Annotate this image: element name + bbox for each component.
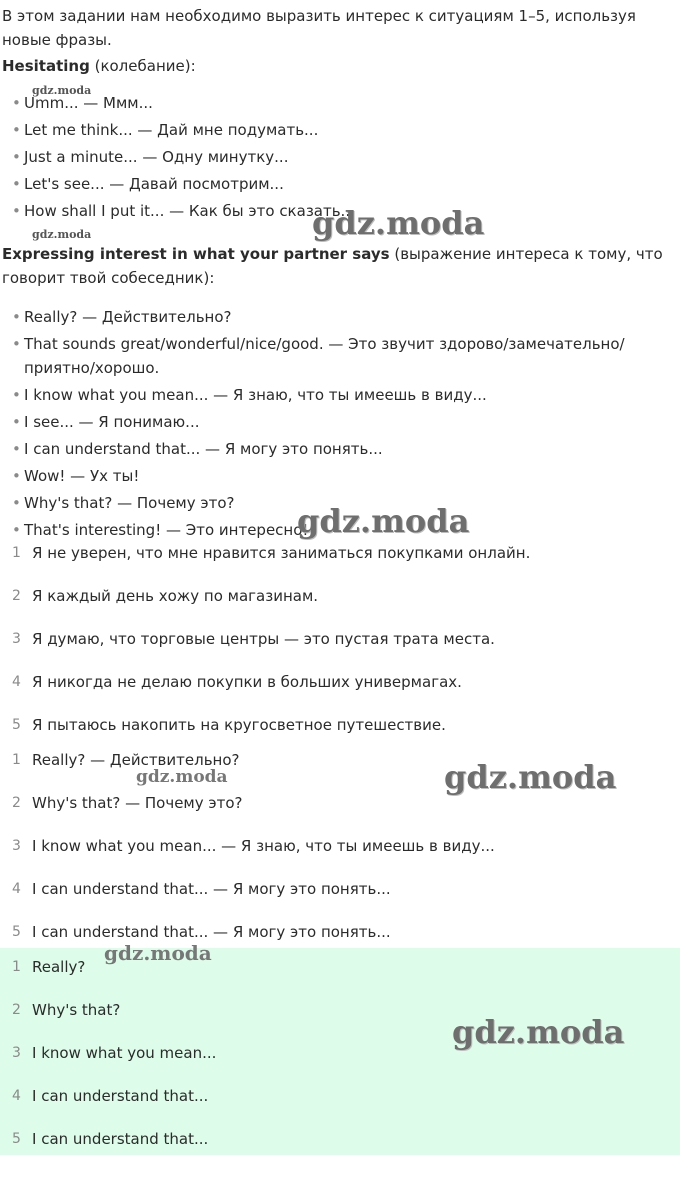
- answer-box: [0, 948, 680, 1155]
- list-item: • Umm... — Ммм...: [12, 91, 678, 115]
- list-item: • I can understand that... — Я могу это понять...: [12, 437, 678, 461]
- list-item: • Why's that? — Почему это?: [12, 491, 678, 515]
- item-number: 2: [12, 1002, 21, 1018]
- list-item: • Let me think... — Дай мне подумать...: [12, 118, 678, 142]
- item-text: Я каждый день хожу по магазинам.: [32, 587, 319, 605]
- expressing-title: Expressing interest in what your partner says: [2, 245, 390, 263]
- item-number: 2: [12, 795, 21, 811]
- item-text: I know what you mean... — Я знаю, что ты имеешь в виду...: [32, 837, 495, 855]
- situation-item: [0, 541, 680, 584]
- item-text: Я пытаюсь накопить на кругосветное путешествие.: [32, 716, 446, 734]
- expressing-note: (выражение интереса к тому, что говорит твой собеседник):: [2, 245, 663, 287]
- expressing-heading: [2, 242, 678, 290]
- item-text: Why's that? — Почему это?: [32, 794, 243, 812]
- item-number: 4: [12, 881, 21, 897]
- item-number: 3: [12, 1045, 21, 1061]
- list-item: • That sounds great/wonderful/nice/good. — Это звучит здорово/замечательно/приятно/хорошо.: [12, 332, 678, 380]
- response-item: [0, 834, 680, 877]
- item-text: I can understand that...: [32, 1130, 209, 1148]
- intro-text: В этом задании нам необходимо выразить интерес к ситуациям 1–5, используя новые фразы.: [2, 7, 636, 49]
- watermark: gdz.moda: [444, 758, 617, 796]
- item-number: 3: [12, 838, 21, 854]
- item-text: I know what you mean...: [32, 1044, 217, 1062]
- item-text: Really?: [32, 958, 86, 976]
- list-item: • Just a minute... — Одну минутку...: [12, 145, 678, 169]
- answer-item: [0, 955, 680, 998]
- situation-item: [0, 584, 680, 627]
- item-number: 3: [12, 631, 21, 647]
- item-text: I can understand that... — Я могу это понять...: [32, 880, 391, 898]
- hesitating-note: (колебание):: [89, 57, 196, 75]
- list-item: • I know what you mean... — Я знаю, что ты имеешь в виду...: [12, 383, 678, 407]
- item-number: 4: [12, 674, 21, 690]
- item-text: Really? — Действительно?: [32, 751, 240, 769]
- situations-list: [0, 541, 680, 756]
- item-text: I can understand that...: [32, 1087, 209, 1105]
- list-item: • That's interesting! — Это интересно!: [12, 518, 678, 542]
- item-number: 1: [12, 752, 21, 768]
- item-number: 1: [12, 545, 21, 561]
- watermark: gdz.moda: [452, 1013, 625, 1051]
- answers-list: [0, 955, 680, 1170]
- item-number: 4: [12, 1088, 21, 1104]
- item-text: Why's that?: [32, 1001, 121, 1019]
- watermark: gdz.moda: [136, 767, 228, 787]
- watermark: gdz.moda: [32, 84, 92, 97]
- hesitating-title: Hesitating: [2, 57, 90, 75]
- watermark: gdz.moda: [32, 228, 92, 241]
- item-number: 5: [12, 1131, 21, 1147]
- item-number: 1: [12, 959, 21, 975]
- item-number: 2: [12, 588, 21, 604]
- item-text: Я думаю, что торговые центры — это пустая трата места.: [32, 630, 495, 648]
- list-item: • Let's see... — Давай посмотрим...: [12, 172, 678, 196]
- watermark: gdz.moda: [312, 204, 485, 242]
- response-item: [0, 877, 680, 920]
- item-text: Я не уверен, что мне нравится заниматься покупками онлайн.: [32, 544, 531, 562]
- watermark: gdz.moda: [297, 502, 470, 540]
- response-item: [0, 791, 680, 834]
- situation-item: [0, 670, 680, 713]
- list-item: • I see... — Я понимаю...: [12, 410, 678, 434]
- situation-item: [0, 627, 680, 670]
- item-number: 5: [12, 717, 21, 733]
- hesitating-heading: [2, 54, 678, 78]
- answer-item: [0, 1084, 680, 1127]
- list-item: • Wow! — Ух ты!: [12, 464, 678, 488]
- watermark: gdz.moda: [104, 941, 212, 965]
- item-text: Я никогда не делаю покупки в больших универмагах.: [32, 673, 462, 691]
- item-text: I can understand that... — Я могу это понять...: [32, 923, 391, 941]
- list-item: • How shall I put it... — Как бы это сказать...: [12, 199, 678, 223]
- item-number: 5: [12, 924, 21, 940]
- list-item: • Really? — Действительно?: [12, 305, 678, 329]
- answer-item: [0, 1127, 680, 1170]
